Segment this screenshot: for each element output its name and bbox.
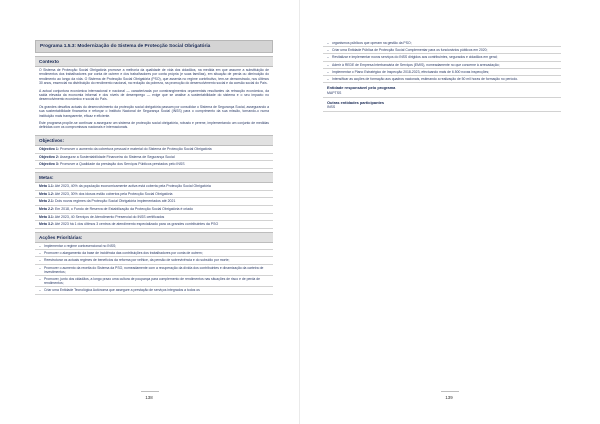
accao-item: – Implementar o regime contravencional no INSS; bbox=[35, 243, 273, 250]
page-number-rule bbox=[441, 391, 459, 392]
accao-item-continued: – Implementar o Plano Estratégico de Inspecção 2018-2023, efectuando mais de 6.500 novas inspecções; bbox=[323, 69, 561, 76]
objectivo-text: Promover a Qualidade da prestação dos Serviços Públicos prestados pelo INSS bbox=[60, 162, 185, 167]
objectivo-row bbox=[35, 154, 273, 162]
accao-item: – Criar uma Entidade Tecnológica Autónoma que assegure a prestação de serviços integrados a todos os bbox=[35, 287, 273, 294]
meta-label: Meta 1.1: bbox=[39, 184, 54, 189]
objectivo-row bbox=[35, 146, 273, 154]
objectivo-label: Objectivo 3: bbox=[39, 162, 60, 167]
meta-label: Meta 2.2: bbox=[39, 207, 54, 212]
meta-text: Até 2023, 40 Serviços de Atendimento Presencial do INSS certificados bbox=[54, 214, 165, 219]
meta-text: Até 2023, 40% da população economicamente activa está coberta pela Protecção Social Obrigatória bbox=[54, 184, 211, 189]
accao-item: – Promover o aumento da receita do Sistema da PSO, nomeadamente com a recuperação da dívida dos contribuintes e dinamização da carteira de investimentos; bbox=[35, 265, 273, 276]
accao-item: – Promover, junto dos cidadãos, a longo prazo uma cultura de poupança para complemento de rendimentos nas situações de risco e de perda de rendimentos; bbox=[35, 276, 273, 287]
accao-item: – Reestruturar os actuais regimes de benefícios da reforma por velhice, da pensão de sobrevivência e do subsídio por morte; bbox=[35, 257, 273, 264]
objectivo-label: Objectivo 1: bbox=[39, 147, 60, 152]
objectivo-text: Promover o aumento da cobertura pessoal e material do Sistema de Protecção Social Obrigatória bbox=[60, 147, 212, 152]
meta-label: Meta 1.2: bbox=[39, 191, 54, 196]
contexto-heading: Contexto bbox=[35, 56, 273, 67]
left-column bbox=[35, 40, 273, 295]
meta-row bbox=[35, 183, 273, 191]
entidade-responsavel-value: MAPTSS bbox=[323, 90, 561, 98]
objectivo-row bbox=[35, 161, 273, 169]
metas-heading: Metas: bbox=[35, 172, 273, 183]
meta-label: Meta 2.1: bbox=[39, 199, 54, 204]
outras-entidades-value: INSS bbox=[323, 105, 561, 113]
meta-row bbox=[35, 214, 273, 222]
right-page bbox=[300, 0, 600, 424]
objectivo-text: Assegurar a Sustentabilidade Financeira do Sistema de Segurança Social bbox=[59, 154, 175, 159]
objectivos-heading: Objectivos: bbox=[35, 135, 273, 146]
accao-item-continued: – organismos públicos que operam na gestão da PSO; bbox=[323, 40, 561, 47]
meta-text: Até 2023 há 1 dos últimos 3 centros de atendimento especializado para os grandes contribuintes da PSO bbox=[54, 222, 219, 227]
page-number-left: 138 bbox=[145, 395, 153, 400]
accao-item-continued: – Intensificar as acções de formação aos quadros nacionais, estimando a realização de 50 mil horas de formação no período. bbox=[323, 76, 561, 83]
accao-item-continued: – Criar uma Entidade Pública de Protecção Social Complementar para os funcionários públicos em 2020; bbox=[323, 47, 561, 54]
entidade-responsavel-label: Entidade responsável pelo programa bbox=[327, 85, 396, 91]
contexto-paragraph-1: O Sistema de Protecção Social Obrigatória promove a melhoria da qualidade de vida dos cidadãos, na medida em que assume a substituição de rendimentos dos trabalhadores por conta de outrem e dos trabalhadores por conta própria (e suas famílias), em situação de perda ou diminuição do rendimento ao longo da vida. O Sistema de Protecção Social Obrigatória (PSO), que assenta no regime contributivo, tem-se demonstrado, nos últimos 30 anos, essencial na distribuição do rendimento nacional, na redução da pobreza, na promoção do desenvolvimento social e da coesão social do País. bbox=[39, 68, 269, 86]
accoes-heading: Acções Prioritárias: bbox=[35, 232, 273, 243]
meta-label: Meta 3.2: bbox=[39, 222, 54, 227]
meta-label: Meta 3.1: bbox=[39, 214, 54, 219]
accao-item-continued: – Aderir à REDE de Empresa Interbancária de Serviços (EMIS), nomeadamente no que concerne à arrecadação; bbox=[323, 62, 561, 69]
outras-entidades-label: Outras entidades participantes bbox=[327, 99, 385, 105]
accao-item-continued: – Revitalizar e implementar novos serviços do INSS dirigidos aos contribuintes, segurados e cidadãos em geral; bbox=[323, 54, 561, 61]
program-title: Programa 1.5.3: Modernização do Sistema de Protecção Social Obrigatória bbox=[35, 40, 273, 53]
meta-row bbox=[35, 206, 273, 214]
meta-row bbox=[35, 191, 273, 199]
meta-row bbox=[35, 198, 273, 206]
contexto-paragraph-2: A actual conjuntura económica internacional e nacional — caracterizada por constrangimentos orçamentais resultantes da retracção económica, da saída elevada da economia informal e dos níveis de desemprego — exige que se analise a sustentabilidade do sistema e o seu impacto no desenvolvimento económico e social do País. bbox=[39, 88, 269, 102]
meta-text: Em 2018, o Fundo de Reserva de Estabilização da Protecção Social Obrigatória é criado bbox=[54, 207, 193, 212]
meta-text: Até 2023, 30% dos idosos estão cobertos pela Protecção Social Obrigatória bbox=[54, 191, 173, 196]
meta-row bbox=[35, 221, 273, 229]
contexto-paragraph-4: Este programa propõe-se continuar a assegurar um sistema de protecção social obrigatória, robusto e perene, implementando um conjunto de medidas definidas com os compromissos nacionais e internacionais. bbox=[39, 121, 269, 130]
objectivo-label: Objectivo 2: bbox=[39, 154, 60, 159]
page-number-rule bbox=[141, 391, 159, 392]
contexto-paragraph-3: Os grandes desafios actuais do desenvolvimento da protecção social obrigatória passam por consolidar o Sistema de Segurança Social, assegurando a sua sustentabilidade financeira e reforçar o Instituto Nacional de Segurança Social (INSS) para o cumprimento da sua missão, tornando-o numa instituição mais transparente, eficaz e eficiente. bbox=[39, 104, 269, 118]
page-number-right: 139 bbox=[445, 395, 453, 400]
meta-text: Dois novos regimes da Protecção Social Obrigatória implementados até 2021 bbox=[54, 199, 176, 204]
accao-item: – Promover o alargamento da base de incidência das contribuições dos trabalhadores por conta de outrem; bbox=[35, 250, 273, 257]
right-column bbox=[323, 40, 561, 112]
